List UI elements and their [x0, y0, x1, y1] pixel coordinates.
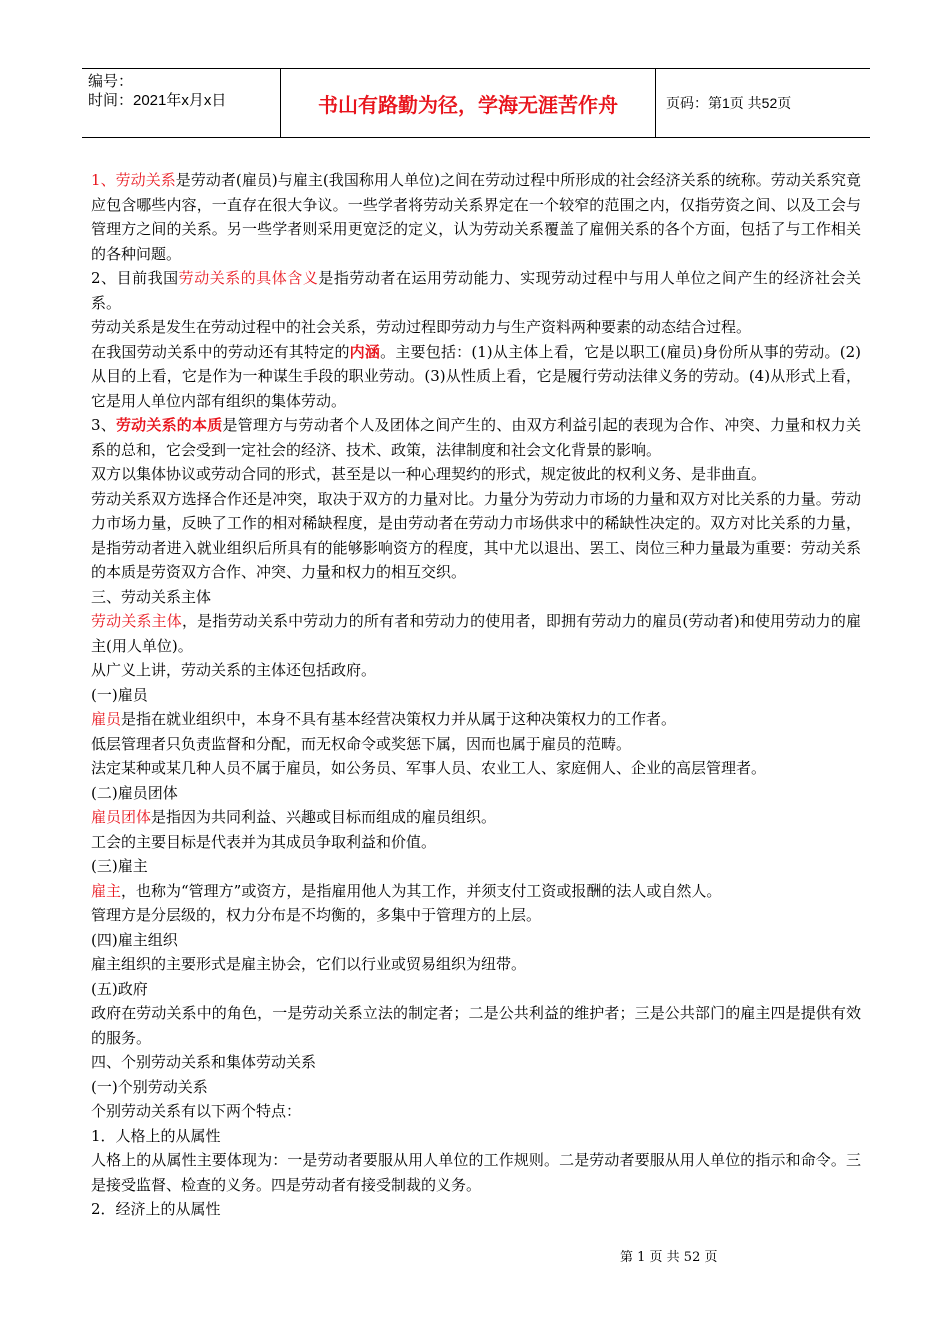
header-page-info: 页码：第1页 共52页 — [655, 69, 870, 137]
text-run: 劳动关系双方选择合作还是冲突，取决于双方的力量对比。力量分为劳动力市场的力量和双方对比关系的力量。劳动力市场力量，反映了工作的相对稀缺程度，是由劳动者在劳动力市场供求中的稀缺性决定的。双方对比关系的力量，是指劳动者进入就业组织后所具有的能够影响资方的程度，其中尤以退出、罢工、岗位三种力量最为重要：劳动关系的本质是劳资双方合作、冲突、力量和权力的相互交织。 — [91, 489, 861, 581]
text-run: 在我国劳动关系中的劳动还有其特定的 — [91, 342, 350, 361]
text-run: (三)雇主 — [91, 857, 148, 875]
document-body — [91, 168, 861, 1222]
text-run: 是管理方与劳动者个人及团体之间产生的、由双方利益引起的表现为合作、冲突、力量和权力关系的总和，它会受到一定社会的经济、技术、政策，法律制度和社会文化背景的影响。 — [91, 416, 861, 459]
text-run: 3、 — [91, 416, 116, 434]
paragraph — [91, 707, 861, 732]
text-run: (二)雇员团体 — [91, 783, 178, 802]
paragraph — [91, 879, 861, 904]
text-run: 三、劳动关系主体 — [91, 587, 212, 606]
paragraph — [91, 683, 861, 708]
paragraph — [91, 781, 861, 806]
highlighted-term: 劳动关系的具体含义 — [178, 269, 319, 287]
highlighted-term: 雇主 — [91, 881, 122, 900]
text-run: 个别劳动关系有以下两个特点： — [91, 1102, 302, 1120]
paragraph — [91, 315, 861, 340]
text-run: ，也称为“管理方”或资方，是指雇用他人为其工作，并须支付工资或报酬的法人或自然人。 — [121, 881, 722, 900]
paragraph — [91, 413, 861, 462]
text-run: 2．经济上的从属性 — [91, 1200, 221, 1218]
document-number-label: 编号： — [88, 73, 134, 90]
paragraph — [91, 928, 861, 953]
paragraph — [91, 658, 861, 683]
text-run: 工会的主要目标是代表并为其成员争取利益和价值。 — [91, 832, 437, 851]
text-run: (五)政府 — [91, 979, 148, 998]
text-run: ，是指劳动关系中劳动力的所有者和劳动力的使用者，即拥有劳动力的雇员(劳动者)和使用劳动力的雇主(用人单位)。 — [91, 612, 861, 655]
text-run: 管理方是分层级的，权力分布是不均衡的，多集中于管理方的上层。 — [91, 906, 542, 924]
text-run: 是指劳动者在运用劳动能力、实现劳动过程中与用人单位之间产生的经济社会关系。 — [91, 269, 861, 312]
paragraph — [91, 1124, 861, 1149]
footer-page-number: 第 1 页 共 52 页 — [620, 1250, 718, 1265]
text-run: (一)个别劳动关系 — [91, 1077, 208, 1096]
text-run: 劳动关系是发生在劳动过程中的社会关系，劳动过程即劳动力与生产资料两种要素的动态结合过程。 — [91, 318, 752, 336]
paragraph — [91, 952, 861, 977]
paragraph — [91, 805, 861, 830]
highlighted-term: 劳动关系的本质 — [115, 416, 223, 434]
paragraph — [91, 756, 861, 781]
paragraph — [91, 1197, 861, 1222]
paragraph — [91, 266, 861, 315]
text-run: 是劳动者(雇员)与雇主(我国称用人单位)之间在劳动过程中所形成的社会经济关系的统称。劳动关系究竟应包含哪些内容，一直存在很大争议。一些学者将劳动关系界定在一个较窄的范围之内，仅指劳资之间、以及工会与管理方之间的关系。另一些学者则采用更宽泛的定义，认为劳动关系覆盖了雇佣关系的各个方面，包括了与工作相关的各种问题。 — [91, 171, 861, 263]
paragraph — [91, 854, 861, 879]
paragraph — [91, 168, 861, 266]
paragraph — [91, 1075, 861, 1100]
text-run: 2、目前我国 — [91, 269, 179, 287]
text-run: 从广义上讲，劳动关系的主体还包括政府。 — [91, 661, 377, 679]
header-motto: 书山有路勤为径，学海无涯苦作舟 — [280, 69, 655, 137]
text-run: 政府在劳动关系中的角色，一是劳动关系立法的制定者；二是公共利益的维护者；三是公共部门的雇主四是提供有效的服务。 — [91, 1004, 861, 1047]
highlighted-term: 内涵 — [349, 342, 381, 361]
text-run: (四)雇主组织 — [91, 930, 178, 949]
paragraph — [91, 609, 861, 658]
document-date: 时间：2021年x月x日 — [88, 92, 227, 109]
highlighted-term: 劳动关系主体 — [91, 612, 182, 630]
paragraph — [91, 1099, 861, 1124]
paragraph — [91, 732, 861, 757]
paragraph — [91, 340, 861, 414]
page-header — [82, 68, 870, 138]
text-run: 双方以集体协议或劳动合同的形式，甚至是以一种心理契约的形式，规定彼此的权利义务、是非曲直。 — [91, 465, 767, 483]
text-run: 人格上的从属性主要体现为：一是劳动者要服从用人单位的工作规则。二是劳动者要服从用人单位的指示和命令。三是接受监督、检查的义务。四是劳动者有接受制裁的义务。 — [91, 1151, 861, 1194]
paragraph — [91, 830, 861, 855]
text-run: 法定某种或某几种人员不属于雇员，如公务员、军事人员、农业工人、家庭佣人、企业的高层管理者。 — [91, 759, 767, 777]
paragraph — [91, 487, 861, 585]
page-footer — [0, 1246, 950, 1265]
paragraph — [91, 1148, 861, 1197]
text-run: 1．人格上的从属性 — [91, 1126, 221, 1145]
highlighted-term: 雇员团体 — [91, 808, 152, 826]
paragraph — [91, 462, 861, 487]
text-run: 四、个别劳动关系和集体劳动关系 — [91, 1053, 317, 1071]
text-run: 是指因为共同利益、兴趣或目标而组成的雇员组织。 — [151, 808, 497, 826]
text-run: 雇主组织的主要形式是雇主协会，它们以行业或贸易组织为纽带。 — [91, 955, 527, 973]
paragraph — [91, 1001, 861, 1050]
text-run: 。主要包括：(1)从主体上看，它是以职工(雇员)身份所从事的劳动。(2)从目的上看，它是作为一种谋生手段的职业劳动。(3)从性质上看，它是履行劳动法律义务的劳动。(4)从形式上看，它是用人单位内部有组织的集体劳动。 — [91, 342, 861, 410]
header-meta — [82, 69, 280, 137]
paragraph — [91, 903, 861, 928]
text-run: 低层管理者只负责监督和分配，而无权命令或奖惩下属，因而也属于雇员的范畴。 — [91, 734, 632, 753]
paragraph — [91, 585, 861, 610]
highlighted-term: 1、劳动关系 — [91, 171, 176, 189]
paragraph — [91, 1050, 861, 1075]
text-run: (一)雇员 — [91, 685, 148, 704]
paragraph — [91, 977, 861, 1002]
highlighted-term: 雇员 — [91, 710, 122, 728]
text-run: 是指在就业组织中，本身不具有基本经营决策权力并从属于这种决策权力的工作者。 — [121, 710, 677, 728]
